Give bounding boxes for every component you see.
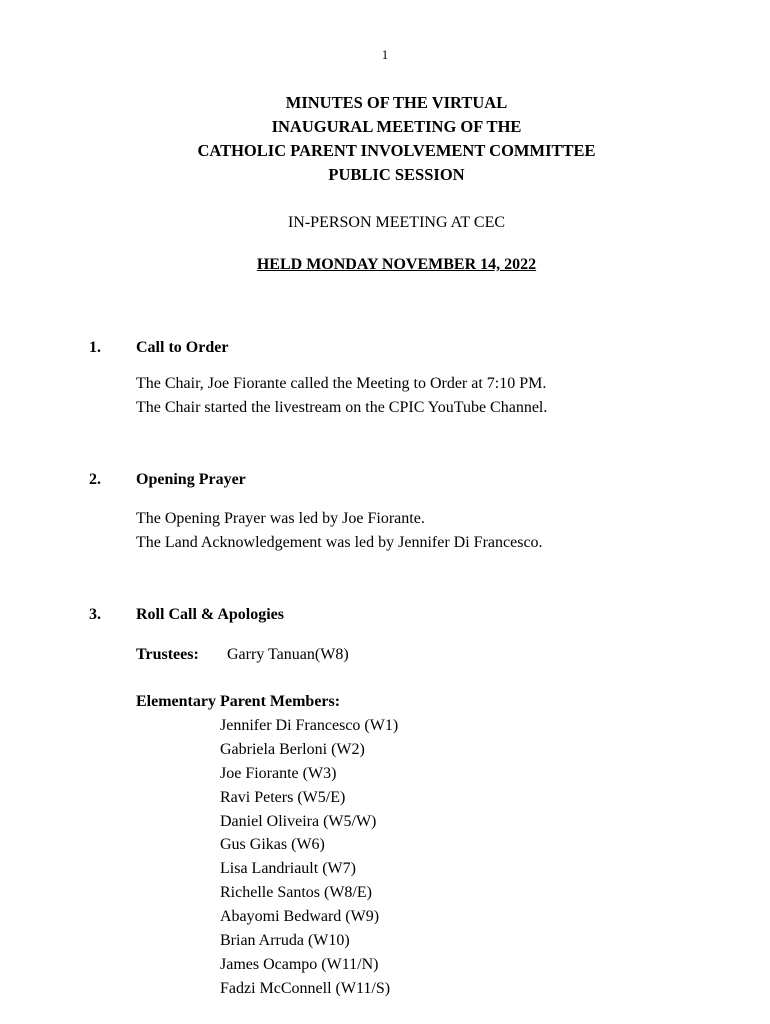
member-list-item: Jennifer Di Francesco (W1) <box>220 717 399 734</box>
member-list-item: Richelle Santos (W8/E) <box>220 884 372 901</box>
section-heading-call-to-order: Call to Order <box>136 339 229 356</box>
member-list-item: Joe Fiorante (W3) <box>220 765 337 782</box>
trustees-label: Trustees: <box>136 646 199 663</box>
member-list-item: Gabriela Berloni (W2) <box>220 741 365 758</box>
section-body-line: The Land Acknowledgement was led by Jennifer Di Francesco. <box>136 534 543 551</box>
meeting-location: IN-PERSON MEETING AT CEC <box>287 214 506 231</box>
section-body-line: The Chair, Joe Fiorante called the Meeting to Order at 7:10 PM. <box>136 375 547 392</box>
document-title-line-1: MINUTES OF THE VIRTUAL <box>285 93 508 112</box>
page-number: 1 <box>381 47 389 62</box>
member-list-item: Daniel Oliveira (W5/W) <box>220 813 377 830</box>
member-list-item: Ravi Peters (W5/E) <box>220 789 346 806</box>
member-list-item: Gus Gikas (W6) <box>220 836 325 853</box>
document-title-line-3: CATHOLIC PARENT INVOLVEMENT COMMITTEE <box>197 141 596 160</box>
member-list-item: Brian Arruda (W10) <box>220 932 350 949</box>
section-number: 1. <box>89 339 101 356</box>
section-number: 2. <box>89 471 101 488</box>
document-title-line-4: PUBLIC SESSION <box>328 165 465 184</box>
section-body-line: The Chair started the livestream on the CPIC YouTube Channel. <box>136 399 548 416</box>
section-body-line: The Opening Prayer was led by Joe Fiorante. <box>136 510 425 527</box>
section-number: 3. <box>89 606 101 623</box>
meeting-date: HELD MONDAY NOVEMBER 14, 2022 <box>256 256 537 273</box>
section-heading-opening-prayer: Opening Prayer <box>136 471 246 488</box>
elementary-members-label: Elementary Parent Members: <box>136 693 341 710</box>
member-list-item: James Ocampo (W11/N) <box>220 956 379 973</box>
member-list-item: Lisa Landriault (W7) <box>220 860 356 877</box>
document-title-line-2: INAUGURAL MEETING OF THE <box>271 117 522 136</box>
trustee-name: Garry Tanuan(W8) <box>227 646 349 663</box>
member-list-item: Fadzi McConnell (W11/S) <box>220 980 391 997</box>
section-heading-roll-call: Roll Call & Apologies <box>136 606 285 623</box>
member-list-item: Abayomi Bedward (W9) <box>220 908 380 925</box>
